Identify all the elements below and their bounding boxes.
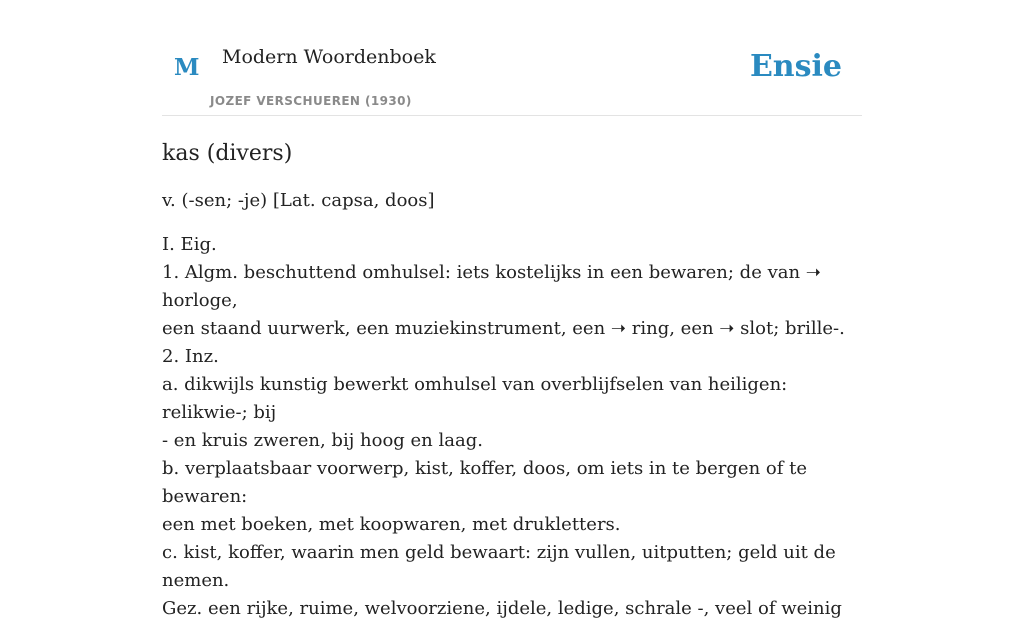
cross-reference-arrow-icon: ➝ <box>610 317 626 339</box>
cross-reference-arrow-icon: ➝ <box>719 317 735 339</box>
entry-title: kas (divers) <box>162 141 293 166</box>
entry-etymology: v. (-sen; -je) [Lat. capsa, doos] <box>162 189 435 211</box>
cross-reference-link-horloge[interactable]: horloge <box>162 289 232 311</box>
cross-reference-arrow-icon: ➝ <box>805 261 821 283</box>
cross-reference-link-slot[interactable]: slot <box>740 317 774 339</box>
entry-line: b. verplaatsbaar voorwerp, kist, koffer, doos, om iets in te bergen of te bewaren: <box>162 457 807 507</box>
page <box>162 0 862 623</box>
entry-line: a. dikwijls kunstig bewerkt omhulsel van overblijfselen van heiligen: relikwie-; bij <box>162 373 788 423</box>
entry-line: 1. Algm. beschuttend omhulsel: iets kostelijks in een bewaren; de van ➝ horloge, <box>162 261 821 311</box>
entry-line: I. Eig. <box>162 233 217 255</box>
book-title[interactable]: Modern Woordenboek <box>222 46 436 68</box>
entry-line: - en kruis zweren, bij hoog en laag. <box>162 429 483 451</box>
brand-logo[interactable]: Ensie <box>749 49 842 84</box>
header <box>162 0 862 116</box>
cross-reference-link-ring[interactable]: ring <box>631 317 670 339</box>
entry-line: een met boeken, met koopwaren, met drukletters. <box>162 513 621 535</box>
entry-line: 2. Inz. <box>162 345 219 367</box>
book-logo-icon[interactable]: M <box>174 54 200 81</box>
entry-line: Gez. een rijke, ruime, welvoorziene, ijdele, ledige, schrale -, veel of weinig <box>162 597 842 619</box>
entry-line: een staand uurwerk, een muziekinstrument, een ➝ ring, een ➝ slot; brille-. <box>162 317 845 339</box>
entry-line: c. kist, koffer, waarin men geld bewaart: zijn vullen, uitputten; geld uit de nemen. <box>162 541 836 591</box>
entry-body <box>162 231 862 623</box>
book-author: JOZEF VERSCHUEREN (1930) <box>210 94 412 108</box>
